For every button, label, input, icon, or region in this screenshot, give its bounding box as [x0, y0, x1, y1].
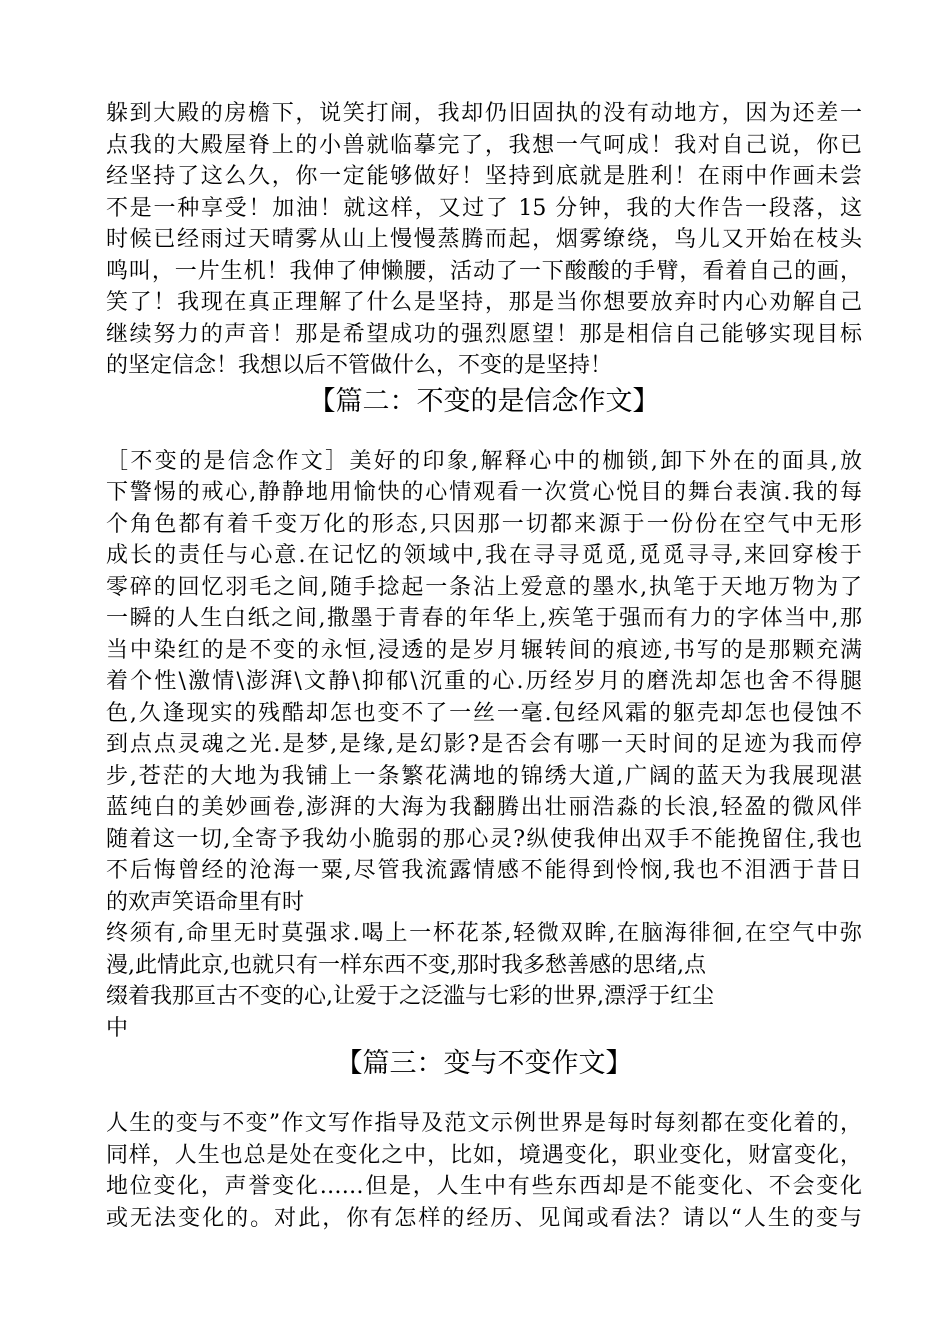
text-line: 零碎的回忆羽毛之间,随手捻起一条沾上爱意的墨水,执笔于天地万物为了	[106, 574, 862, 600]
document-page	[106, 98, 862, 1234]
text-line: 的欢声笑语命里有时	[106, 889, 305, 915]
spacer	[106, 1086, 862, 1108]
text-line: 终须有,命里无时莫强求.喝上一杯花茶,轻微双眸,在脑海徘徊,在空气中弥	[106, 921, 862, 946]
text-line: 时候已经雨过天晴雾从山上慢慢蒸腾而起，烟雾缭绕，鸟儿又开始在枝头	[106, 227, 862, 252]
text-line: 点我的大殿屋脊上的小兽就临摹完了，我想一气呵成！我对自己说，你已	[106, 132, 862, 158]
text-line: 鸣叫，一片生机！我伸了伸懒腰，活动了一下酸酸的手臂，看着自己的画，	[106, 258, 862, 284]
text-line: 一瞬的人生白纸之间,撒墨于青春的年华上,疾笔于强而有力的字体当中,那	[106, 606, 862, 631]
text-line: 成长的责任与心意.在记忆的领域中,我在寻寻觅觅,觅觅寻寻,来回穿梭于	[106, 543, 862, 568]
text-line: 人生的变与不变”作文写作指导及范文示例世界是每时每刻都在变化着的，	[106, 1111, 862, 1136]
text-line: 个角色都有着千变万化的形态,只因那一切都来源于一份份在空气中无形	[106, 511, 862, 537]
section-2-body	[106, 446, 862, 1045]
text-line: 地位变化，声誉变化……但是，人生中有些东西却是不能变化、不会变化	[106, 1174, 862, 1199]
section-1-body	[106, 98, 862, 382]
text-line: 缀着我那亘古不变的心,让爱于之泛滥与七彩的世界,漂浮于红尘	[106, 984, 714, 1009]
text-line: 同样，人生也总是处在变化之中，比如，境遇变化，职业变化，财富变化，	[106, 1142, 862, 1168]
text-line: 继续努力的声音！那是希望成功的强烈愿望！那是相信自己能够实现目标	[106, 321, 862, 347]
text-line: 步,苍茫的大地为我铺上一条繁花满地的锦绣大道,广阔的蓝天为我展现湛	[106, 763, 862, 789]
text-line: 下警惕的戒心,静静地用愉快的心情观看一次赏心悦目的舞台表演.我的每	[106, 480, 862, 505]
text-line: 蓝纯白的美妙画卷,澎湃的大海为我翻腾出壮丽浩淼的长浪,轻盈的微风伴	[106, 795, 862, 820]
text-line: 不后悔曾经的沧海一粟,尽管我流露情感不能得到怜悯,我也不泪洒于昔日	[106, 858, 862, 883]
section-3-body	[106, 1108, 862, 1234]
text-line: 躲到大殿的房檐下，说笑打闹，我却仍旧固执的没有动地方，因为还差一	[106, 101, 862, 126]
text-line: 当中染红的是不变的永恒,浸透的是岁月辗转间的痕迹,书写的是那颗充满	[106, 637, 862, 663]
section-3-heading: 【篇三：变与不变作文】	[335, 1048, 633, 1079]
text-line: 经坚持了这么久，你一定能够做好！坚持到底就是胜利！在雨中作画未尝	[106, 164, 862, 189]
text-line: 着个性\激情\澎湃\文静\抑郁\沉重的心.历经岁月的磨洗却怎也舍不得腿	[106, 669, 862, 694]
text-line: 到点点灵魂之光.是梦,是缘,是幻影?是否会有哪一天时间的足迹为我而停	[106, 732, 862, 757]
text-line: 漫,此情此京,也就只有一样东西不变,那时我多愁善感的思绪,点	[106, 952, 706, 978]
spacer	[106, 424, 862, 446]
text-line: 中	[106, 1015, 129, 1041]
section-2-heading: 【篇二：不变的是信念作文】	[308, 385, 660, 417]
text-line: ［不变的是信念作文］美好的印象,解释心中的枷锁,卸下外在的面具,放	[106, 448, 862, 474]
text-line: 笑了！我现在真正理解了什么是坚持，那是当你想要放弃时内心劝解自己	[106, 290, 862, 315]
text-line: 随着这一切,全寄予我幼小脆弱的那心灵?纵使我伸出双手不能挽留住,我也	[106, 826, 862, 852]
text-line: 或无法变化的。对此，你有怎样的经历、见闻或看法？请以“人生的变与	[106, 1205, 862, 1231]
text-line: 的坚定信念！我想以后不管做什么，不变的是坚持！	[106, 353, 613, 378]
text-line: 不是一种享受！加油！就这样，又过了 15 分钟，我的大作告一段落，这	[106, 195, 862, 221]
text-line: 色,久逢现实的残酷却怎也变不了一丝一毫.包经风霜的躯壳却怎也侵蚀不	[106, 700, 862, 726]
